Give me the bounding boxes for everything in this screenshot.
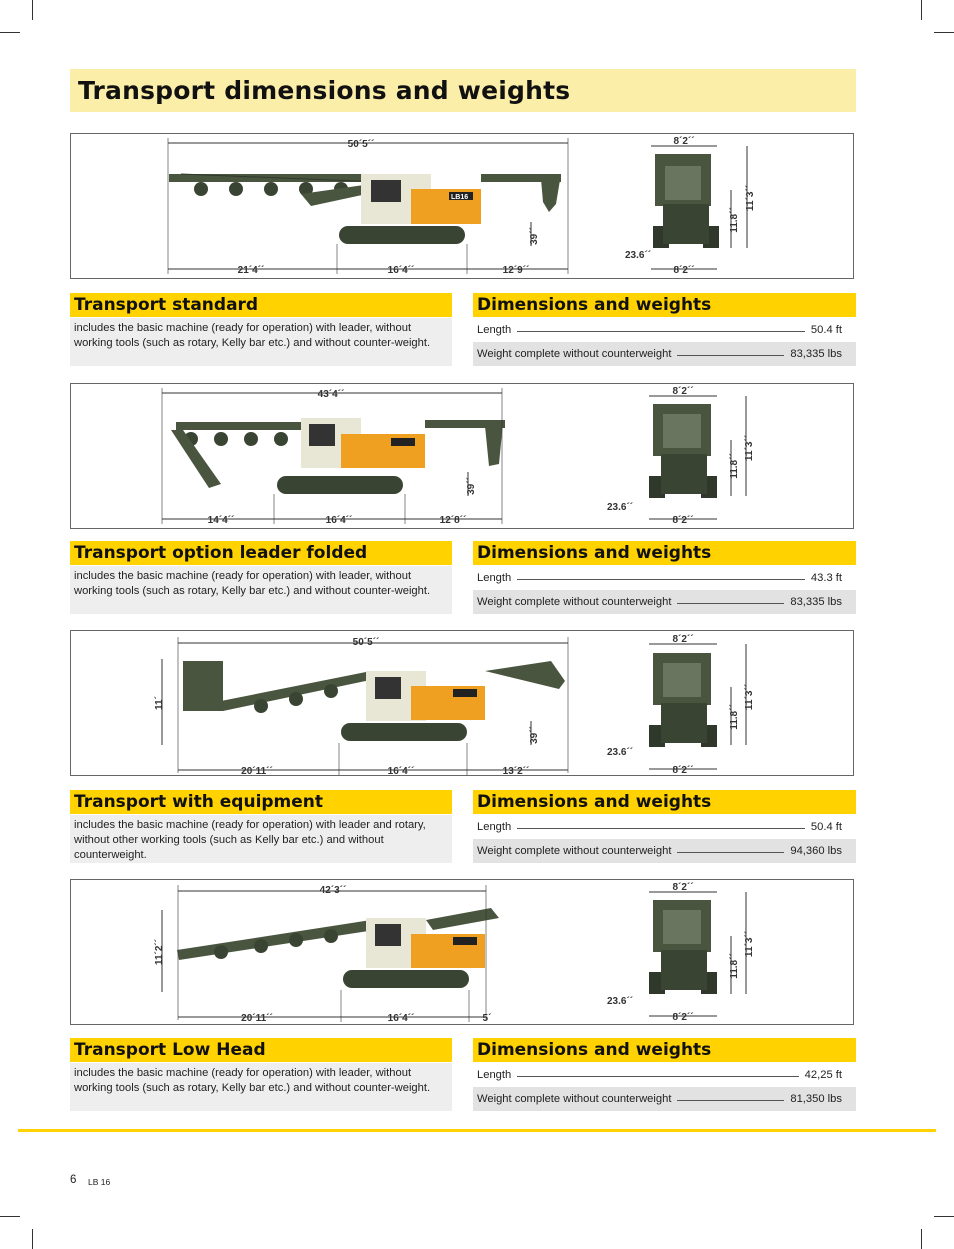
- weight-row: Weight complete without counterweight 83,335 lbs: [473, 342, 856, 366]
- end-top-width-label: 8´2´´: [672, 634, 694, 645]
- front-overhang-label: 20´11´´: [241, 1013, 273, 1024]
- dimension-drawing-with-equipment: [70, 630, 854, 776]
- front-overhang-label: 14´4´´: [207, 515, 235, 526]
- crawler-length-label: 16´4´´: [387, 1013, 415, 1024]
- front-overhang-label: 21´4´´: [237, 265, 265, 276]
- side-view-machine: [169, 174, 561, 244]
- drawing-svg: [71, 880, 855, 1026]
- end-view-machine: [649, 653, 717, 747]
- crop-mark: [921, 1229, 922, 1249]
- weight-row: Weight complete without counterweight 83,335 lbs: [473, 590, 856, 614]
- overall-height-label: 11´: [154, 696, 165, 710]
- crawler-length-label: 16´4´´: [387, 265, 415, 276]
- footer-rule: [18, 1129, 936, 1132]
- end-ground-label: 23.6´´: [607, 502, 634, 513]
- dims-heading: Dimensions and weights: [473, 541, 856, 565]
- model-name: LB 16: [88, 1177, 111, 1187]
- end-height-outer-label: 11´3´´: [744, 683, 755, 711]
- crawler-length-label: 16´4´´: [387, 766, 415, 777]
- dims-heading: Dimensions and weights: [473, 790, 856, 814]
- end-ground-label: 23.6´´: [607, 747, 634, 758]
- length-row: Length 50.4 ft: [477, 821, 842, 833]
- side-view-machine: [183, 661, 565, 741]
- drawing-svg: [71, 134, 855, 280]
- ground-clearance-label: 39´´: [466, 477, 477, 495]
- length-row: Length 43.3 ft: [477, 572, 842, 584]
- section-heading: Transport option leader folded: [70, 541, 452, 565]
- crop-mark: [32, 0, 33, 20]
- length-row: Length 50.4 ft: [477, 324, 842, 336]
- end-bottom-width-label: 8´2´´: [672, 1012, 694, 1023]
- rear-overhang-label: 12´9´´: [502, 265, 530, 276]
- overall-length-label: 50´5´´: [352, 637, 380, 648]
- weight-row: Weight complete without counterweight 94,360 lbs: [473, 839, 856, 863]
- front-overhang-label: 20´11´´: [241, 766, 273, 777]
- rear-overhang-label: 13´2´´: [502, 766, 530, 777]
- crop-mark: [934, 1216, 954, 1217]
- weight-row: Weight complete without counterweight 81,350 lbs: [473, 1087, 856, 1111]
- end-bottom-width-label: 8´2´´: [673, 265, 695, 276]
- end-view-machine: [653, 154, 719, 248]
- side-view-machine: [177, 908, 499, 988]
- end-view-machine: [649, 900, 717, 994]
- end-ground-label: 23.6´´: [607, 996, 634, 1007]
- drawing-svg: [71, 631, 855, 779]
- end-top-width-label: 8´2´´: [673, 136, 695, 147]
- section-heading: Transport with equipment: [70, 790, 452, 814]
- page-title: Transport dimensions and weights: [78, 76, 571, 105]
- overall-length-label: 50´5´´: [347, 139, 375, 150]
- section-heading: Transport Low Head: [70, 1038, 452, 1062]
- overall-length-label: 43´4´´: [317, 389, 345, 400]
- ground-clearance-label: 39´´: [529, 227, 540, 245]
- length-row: Length 42,25 ft: [477, 1069, 842, 1081]
- crop-mark: [0, 32, 20, 33]
- dimension-drawing-leader-folded: [70, 383, 854, 529]
- section-description: includes the basic machine (ready for operation) with leader, without working tools (such as rotary, Kelly bar etc.) and without counter-weight.: [70, 566, 452, 614]
- end-height-inner-label: 11.8´´: [729, 704, 740, 730]
- end-top-width-label: 8´2´´: [672, 386, 694, 397]
- crop-mark: [934, 32, 954, 33]
- end-height-outer-label: 11´3´´: [744, 930, 755, 958]
- crop-mark: [32, 1229, 33, 1249]
- side-view-machine: [171, 418, 505, 494]
- section-heading: Transport standard: [70, 293, 452, 317]
- section-description: includes the basic machine (ready for operation) with leader, without working tools (such as rotary, Kelly bar etc.) and without counter-weight.: [70, 318, 452, 366]
- overall-length-label: 42´3´´: [319, 885, 347, 896]
- rear-overhang-label: 5´: [482, 1013, 492, 1024]
- section-description: includes the basic machine (ready for operation) with leader, without working tools (such as rotary, Kelly bar etc.) and without counter-weight.: [70, 1063, 452, 1111]
- title-banner: [70, 69, 856, 112]
- end-bottom-width-label: 8´2´´: [672, 765, 694, 776]
- end-height-outer-label: 11´3´´: [744, 434, 755, 462]
- end-bottom-width-label: 8´2´´: [672, 515, 694, 526]
- overall-height-label: 11´2´´: [154, 938, 165, 966]
- dimension-drawing-standard: [70, 133, 854, 279]
- end-height-outer-label: 11´3´´: [745, 184, 756, 212]
- drawing-svg: [71, 384, 855, 530]
- end-ground-label: 23.6´´: [625, 250, 652, 261]
- end-height-inner-label: 11.8´´: [729, 207, 740, 233]
- lb16-badge: LB16: [451, 194, 469, 201]
- crawler-length-label: 16´4´´: [325, 515, 353, 526]
- end-top-width-label: 8´2´´: [672, 882, 694, 893]
- ground-clearance-label: 39´´: [529, 726, 540, 744]
- rear-overhang-label: 12´8´´: [439, 515, 467, 526]
- section-description: includes the basic machine (ready for operation) with leader and rotary, without other working tools (such as Kelly bar etc.) and without counterweight.: [70, 815, 452, 863]
- page-number: 6: [70, 1174, 77, 1186]
- end-height-inner-label: 11.8´´: [729, 453, 740, 479]
- dimension-drawing-low-head: [70, 879, 854, 1025]
- end-view-machine: [649, 404, 717, 498]
- dims-heading: Dimensions and weights: [473, 293, 856, 317]
- dims-heading: Dimensions and weights: [473, 1038, 856, 1062]
- end-height-inner-label: 11.8´´: [729, 953, 740, 979]
- crop-mark: [0, 1216, 20, 1217]
- crop-mark: [921, 0, 922, 20]
